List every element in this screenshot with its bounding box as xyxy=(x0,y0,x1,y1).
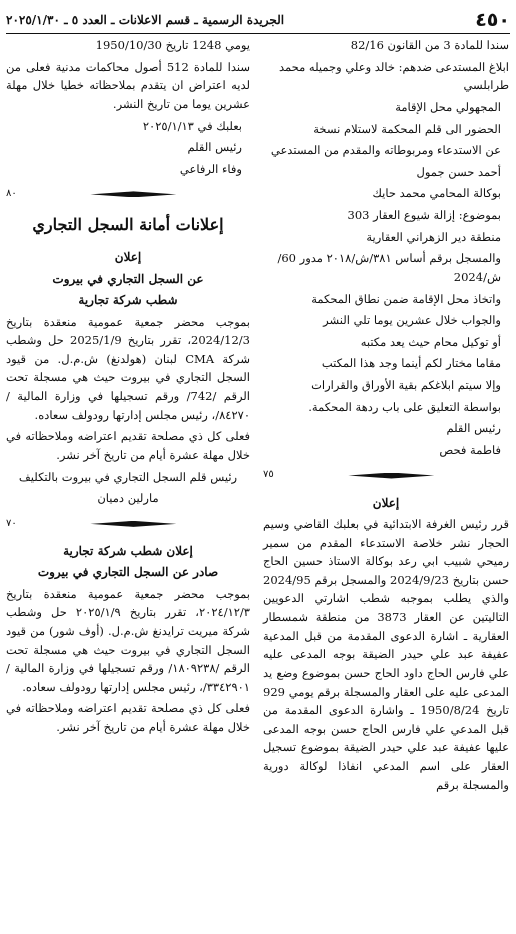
notice-number: ٧٥ xyxy=(263,469,274,481)
section-divider xyxy=(6,184,250,204)
left-column xyxy=(6,36,250,740)
right-column xyxy=(263,36,509,797)
ad-subheading: شطب شركة تجارية xyxy=(78,293,178,308)
notice-line: مقاما مختار لكم أينما وجد هذا المكتب xyxy=(321,356,501,371)
date-line: بعلبك في ٢٠٢٥/١/١٣ xyxy=(142,118,242,133)
signature-title: رئيس القلم xyxy=(187,140,242,155)
ad-heading: إعلان شطب شركة تجارية xyxy=(63,543,193,558)
notice-line: بواسطة التعليق على باب ردهة المحكمة. xyxy=(308,399,501,414)
ad-objection: فعلى كل ذي مصلحة تقديم اعتراضه وملاحظاته في خلال مهلة عشرة أيام من تاريخ آخر نشر. xyxy=(6,429,250,462)
notice-line: والجواب خلال عشرين يوما تلي النشر xyxy=(323,313,501,328)
ad-objection: فعلى كل ذي مصلحة تقديم اعتراضه وملاحظاته في خلال مهلة عشرة أيام من تاريخ آخر نشر. xyxy=(6,701,250,735)
notice-heading: إعلان xyxy=(372,495,400,510)
ad-signature-title: رئيس قلم السجل التجاري في بيروت بالتكليف xyxy=(18,469,238,484)
signature-title: رئيس القلم xyxy=(446,421,501,436)
section-divider xyxy=(6,514,250,534)
section-title: إعلانات أمانة السجل التجاري xyxy=(32,215,224,235)
ad-body: بموجب محضر جمعية عمومية منعقدة بتاريخ ٢٠٢٤/١٢/٣، تقرر بتاريخ ٢٠٢٥/١/٩ حل وشطب شركة ميريت ترايدنغ ش.م.ل. (أوف شور) من قيود السجل التجاري في بيروت حيث هي مسجلة تحت الرقم /١٨٠٩٢٣٨/ ورقم تسجيلها في وزارة المالية /٣٣٤٢٩٠١/، رئيس مجلس إدارتها رودولف سعاده. xyxy=(6,586,250,694)
notice-line: بوكالة المحامي محمد حايك xyxy=(372,186,501,201)
section-divider xyxy=(263,466,509,486)
continuation-line: يومي 1248 تاريخ 1950/10/30 xyxy=(95,38,250,52)
signature-name: فاطمة فحص xyxy=(439,442,501,457)
notice-line: وإلا سيتم ابلاغكم بقية الأوراق والقرارات xyxy=(311,378,501,392)
ad-subheading: صادر عن السجل التجاري في بيروت xyxy=(37,565,219,580)
notice-number: ٨٠ xyxy=(6,188,17,200)
divider-ornament xyxy=(90,191,176,197)
notice-line: أحمد حسن جمول xyxy=(416,164,501,179)
header-title: الجريدة الرسمية ـ قسم الاعلانات ـ العدد ٥ ـ ٢٠٢٥/١/٣٠ xyxy=(6,12,285,27)
notice-number: ٧٠ xyxy=(6,517,17,529)
notice-line: سندا للمادة 3 من القانون 82/16 xyxy=(350,38,509,52)
divider-ornament xyxy=(348,473,434,479)
page-header xyxy=(6,4,510,34)
notice-line: الحضور الى قلم المحكمة لاستلام نسخة xyxy=(313,121,501,136)
notice-line: أو توكيل محام حيث يعد مكتبه xyxy=(360,334,501,349)
notice-line: عن الاستدعاء ومربوطاته والمقدم من المستدعي xyxy=(270,143,501,158)
page-number: ٤٥٠ xyxy=(475,9,510,31)
notice-body: قرر رئيس الغرفة الابتدائية في بعلبك القاضي وسيم الحجار نشر خلاصة الاستدعاء المقدم من سمير رميحي شبيب ابي رعد بوكالة الاستاذ حسين الحاج حسن بتاريخ 2024/9/23 والمسجل برقم 2024/95 والذي يطلب بموجبه شطب اشارتي الدعويين التاليتين عن العقار 3873 من منطقة شمسطار العقارية ـ اشارة الدعوى المقدمة من قبل المدعية عفيفة عبد علي حيدر الضيقة بوجه المدعى عليه علي فارس الحاج داود الحاج حسن بموضوع وضع يد المدعى عليه على العقار والمسجلة برقم يومي 929 تاريخ 1950/8/24 ـ واشارة الدعوى المقدمة من قبل المدعي علي فارس الحاج حسن بوجه المدعى عليها عفيفة عبد علي حيدر الضيقة بموضوع تسجيل العقار على اسم المدعي انفاذا لوكالة دورية والمسجلة برقم xyxy=(263,516,510,792)
ad-subheading: عن السجل التجاري في بيروت xyxy=(52,271,204,286)
notice-line: ابلاغ المستدعى ضدهم: خالد وعلي وجميله محمد طرابلسي xyxy=(279,59,509,93)
notice-line: المجهولي محل الإقامة xyxy=(395,99,501,114)
continuation-body: سندا للمادة 512 أصول محاكمات مدنية فعلى من لديه اعتراض ان يتقدم بملاحظاته خطيا خلال مهلة عشرين يوما من تاريخ النشر. xyxy=(6,59,250,111)
ad-body: بموجب محضر جمعية عمومية منعقدة بتاريخ 2024/12/3، تقرر بتاريخ 2025/1/9 حل وشطب شركة CMA لبنان (هولدنغ) ش.م.ل. من قيود السجل التجاري في بيروت حيث هي مسجلة تحت الرقم /742/ ورقم تسجيلها في وزارة المالية /٨٤٢٧٠/، رئيس مجلس إدارتها رودولف سعاده. xyxy=(6,314,251,422)
notice-line: واتخاذ محل الإقامة ضمن نطاق المحكمة xyxy=(311,291,501,306)
notice-line: بموضوع: إزالة شيوع العقار 303 xyxy=(347,208,501,222)
ad-signature-name: مارلين دميان xyxy=(97,491,159,506)
notice-line: والمسجل برقم أساس ٣٨١/ش/٢٠١٨ مدور 60/ش/2024 xyxy=(277,251,501,284)
divider-ornament xyxy=(90,521,176,527)
notice-line: منطقة دير الزهراني العقارية xyxy=(366,229,501,244)
ad-heading: إعلان xyxy=(114,250,142,265)
signature-name: وفاء الرفاعي xyxy=(179,161,242,176)
